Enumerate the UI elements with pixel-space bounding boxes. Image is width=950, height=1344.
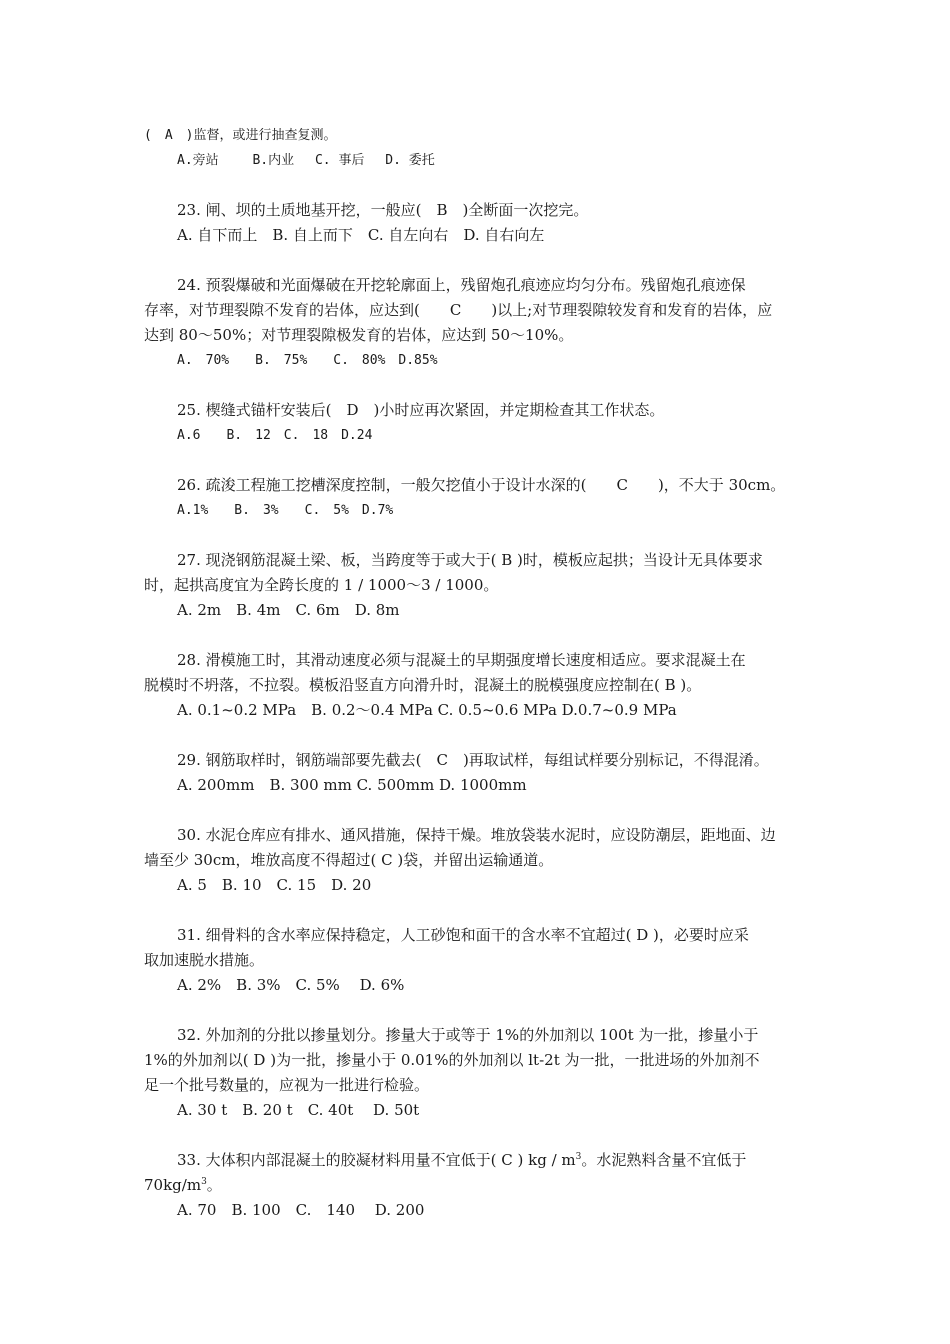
- q29-options: A. 200mm B. 300 mm C. 500mm D. 1000mm: [177, 776, 527, 794]
- q30-options: A. 5 B. 10 C. 15 D. 20: [177, 876, 372, 894]
- q31-options: A. 2% B. 3% C. 5% D. 6%: [177, 976, 405, 994]
- q33-stem-line1-text: 33. 大体积内部混凝土的胶凝材料用量不宜低于( C ) kg / m: [177, 1151, 576, 1169]
- q31-stem-line1: 31. 细骨料的含水率应保持稳定，人工砂饱和面干的含水率不宜超过( D )，必要时应采: [177, 926, 749, 944]
- spacer: [144, 248, 809, 273]
- q24-stem-line3: 达到 80～50%；对节理裂隙极发育的岩体，应达到 50～10%。: [144, 326, 574, 344]
- spacer: [144, 898, 809, 923]
- spacer: [144, 798, 809, 823]
- q25-options: A.6 B. 12 C. 18 D.24: [177, 428, 373, 443]
- q32-stem-line2: 1%的外加剂以( D )为一批，掺量小于 0.01%的外加剂以 lt-2t 为一批，一批进场的外加剂不: [144, 1051, 760, 1069]
- q32-stem-line3: 足一个批号数量的，应视为一批进行检验。: [144, 1076, 430, 1094]
- q33-stem-line1-tail: 。水泥熟料含量不宜低于: [581, 1151, 747, 1169]
- spacer: [144, 373, 809, 398]
- spacer: [144, 723, 809, 748]
- q32-stem-line1: 32. 外加剂的分批以掺量划分。掺量大于或等于 1%的外加剂以 100t 为一批，掺量小于: [177, 1026, 759, 1044]
- spacer: [144, 448, 809, 473]
- q23-options: A. 自下而上 B. 自上而下 C. 自左向右 D. 自右向左: [177, 226, 545, 244]
- q31-stem-line2: 取加速脱水措施。: [144, 951, 265, 969]
- q26-options: A.1% B. 3% C. 5% D.7%: [177, 503, 394, 518]
- q30-stem-line2: 墙至少 30cm，堆放高度不得超过( C )袋，并留出运输通道。: [144, 851, 554, 869]
- q27-stem-line2: 时，起拱高度宜为全跨长度的 1 / 1000～3 / 1000。: [144, 576, 499, 594]
- q30-stem-line1: 30. 水泥仓库应有排水、通风措施，保持干燥。堆放袋装水泥时，应设防潮层，距地面、边: [177, 826, 776, 844]
- spacer: [144, 523, 809, 548]
- q24-options: A. 70% B. 75% C. 80% D.85%: [177, 353, 438, 368]
- q24-stem-line1: 24. 预裂爆破和光面爆破在开挖轮廓面上，残留炮孔痕迹应均匀分布。残留炮孔痕迹保: [177, 276, 746, 294]
- q33-stem-line2-text: 70kg/m: [144, 1176, 202, 1194]
- q33-stem-line2: [144, 1173, 809, 1198]
- q33-superscript: 3: [201, 1177, 207, 1187]
- q33-stem-line2-tail: 。: [206, 1176, 222, 1194]
- q28-stem-line2: 脱模时不坍落，不拉裂。模板沿竖直方向滑升时，混凝土的脱模强度应控制在( B )。: [144, 676, 702, 694]
- q26-stem: 26. 疏浚工程施工挖槽深度控制，一般欠挖值小于设计水深的( C )，不大于 30cm。: [177, 476, 786, 494]
- q27-stem-line1: 27. 现浇钢筋混凝土梁、板，当跨度等于或大于( B )时，模板应起拱；当设计无具体要求: [177, 551, 763, 569]
- spacer: [144, 173, 809, 198]
- q22-stem: ( A )监督，或进行抽查复测。: [144, 128, 337, 143]
- q22-options: A.旁站 B.内业 C. 事后 D. 委托: [177, 153, 435, 168]
- q28-stem-line1: 28. 滑模施工时，其滑动速度必须与混凝土的早期强度增长速度相适应。要求混凝土在: [177, 651, 746, 669]
- q29-stem: 29. 钢筋取样时，钢筋端部要先截去( C )再取试样，每组试样要分别标记，不得混淆。: [177, 751, 769, 769]
- q24-stem-line2: 存率，对节理裂隙不发育的岩体，应达到( C )以上;对节理裂隙较发育和发育的岩体，应: [144, 301, 773, 319]
- q33-options: A. 70 B. 100 C. 140 D. 200: [177, 1201, 425, 1219]
- q27-options: A. 2m B. 4m C. 6m D. 8m: [177, 601, 400, 619]
- spacer: [144, 1123, 809, 1148]
- q23-stem: 23. 闸、坝的土质地基开挖，一般应( B )全断面一次挖完。: [177, 201, 589, 219]
- q33-stem-line1: [144, 1148, 809, 1173]
- spacer: [144, 998, 809, 1023]
- q28-options: A. 0.1~0.2 MPa B. 0.2～0.4 MPa C. 0.5~0.6 MPa D.0.7~0.9 MPa: [177, 701, 677, 719]
- spacer: [144, 623, 809, 648]
- q32-options: A. 30 t B. 20 t C. 40t D. 50t: [177, 1101, 420, 1119]
- q33-superscript: 3: [575, 1152, 582, 1162]
- question-list: [144, 123, 809, 1223]
- q25-stem: 25. 楔缝式锚杆安装后( D )小时应再次紧固，并定期检查其工作状态。: [177, 401, 665, 419]
